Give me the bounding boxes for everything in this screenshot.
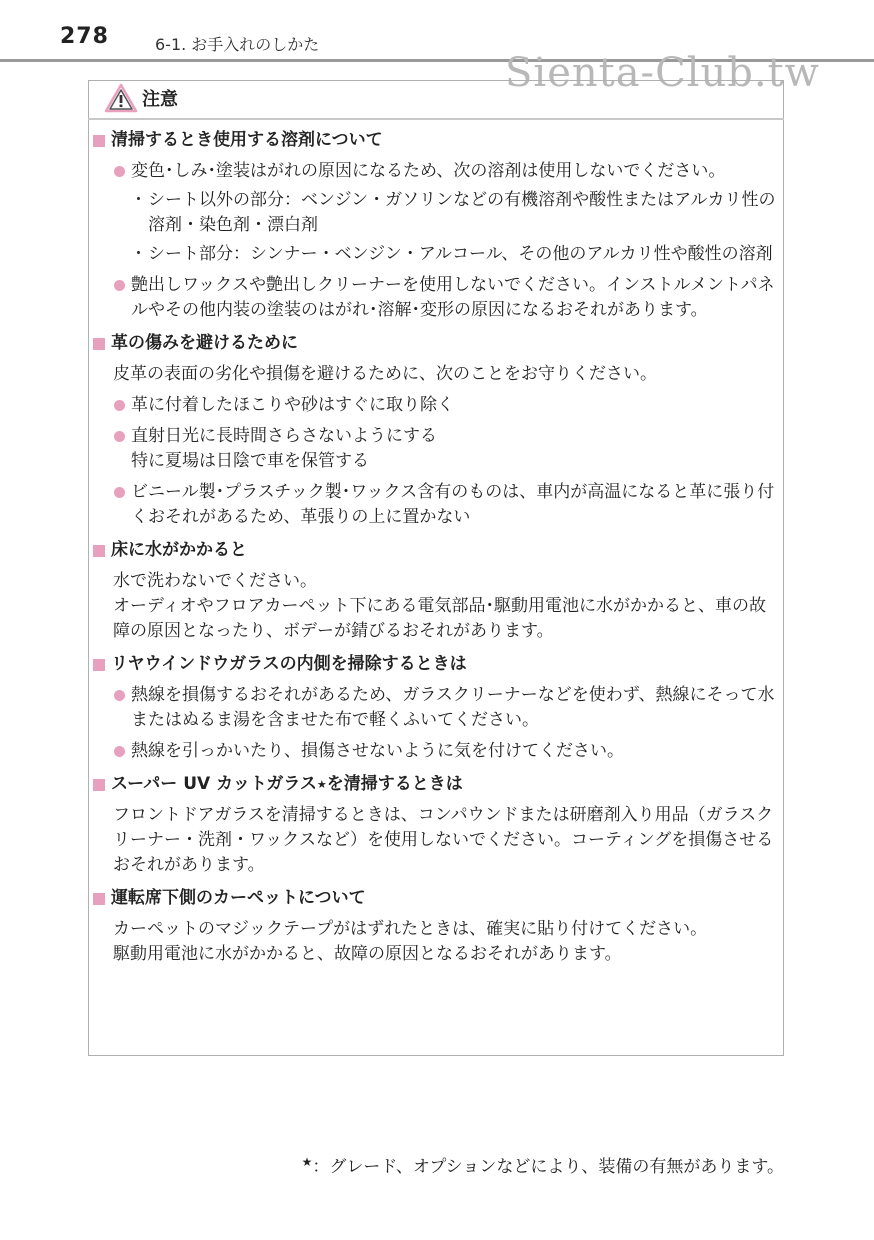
paragraph (93, 917, 778, 967)
list-item (93, 393, 778, 418)
heading-text: 清掃するとき使用する溶剤について (111, 130, 383, 150)
warning-triangle-icon (104, 83, 138, 113)
sub-list-item (93, 242, 778, 267)
list-item-text: 直射日光に長時間さらさないようにする (131, 426, 437, 446)
square-bullet-icon (93, 779, 105, 791)
page-number: 278 (60, 24, 109, 49)
heading-text: 床に水がかかると (111, 540, 247, 560)
bullet-dot-icon (114, 746, 125, 757)
section-heading (93, 652, 778, 677)
section-heading (93, 331, 778, 356)
section-driver-carpet (93, 886, 778, 967)
bullet-dot-icon (114, 690, 125, 701)
square-bullet-icon (93, 545, 105, 557)
paragraph (93, 569, 778, 644)
bullet-dot-icon (114, 487, 125, 498)
section-uv-glass (93, 772, 778, 878)
heading-text: スーパー UV カットガラス (111, 774, 317, 794)
bullet-dot-icon (114, 166, 125, 177)
bullet-dot-icon (114, 400, 125, 411)
star-mark: ★ (316, 778, 327, 791)
section-heading (93, 886, 778, 911)
bullet-dot-icon (114, 431, 125, 442)
section-heading (93, 128, 778, 153)
paragraph-line: オーディオやフロアカーペット下にある電気部品･駆動用電池に水がかかると、車の故障の原因となったり、ボデーが錆びるおそれがあります。 (113, 596, 766, 641)
list-item-text: 特に夏場は日陰で車を保管する (131, 451, 369, 471)
list-item-text: 艶出しワックスや艶出しクリーナーを使用しないでください。インストルメントパネルやその他内装の塗装のはがれ･溶解･変形の原因になるおそれがあります。 (131, 275, 775, 320)
heading-text: 革の傷みを避けるために (111, 333, 298, 353)
list-item-text: 熱線を損傷するおそれがあるため、ガラスクリーナーなどを使わず、熱線にそって水またはぬるま湯を含ませた布で軽くふいてください。 (131, 685, 775, 730)
list-item (93, 683, 778, 733)
caution-header (104, 83, 178, 113)
footnote-text: ：グレード、オプションなどにより、装備の有無があります。 (312, 1157, 784, 1177)
list-item (93, 739, 778, 764)
star-mark: ★ (301, 1155, 313, 1169)
list-item-text: 変色･しみ･塗装はがれの原因になるため、次の溶剤は使用しないでください。 (131, 161, 726, 181)
square-bullet-icon (93, 893, 105, 905)
sub-item-text: シート部分：シンナー・ベンジン・アルコール、その他のアルカリ性や酸性の溶剤 (148, 244, 773, 264)
square-bullet-icon (93, 338, 105, 350)
list-item (93, 273, 778, 323)
list-item-text: 熱線を引っかいたり、損傷させないように気を付けてください。 (131, 741, 624, 761)
square-bullet-icon (93, 659, 105, 671)
list-item (93, 159, 778, 184)
paragraph-line: 駆動用電池に水がかかると、故障の原因となるおそれがあります。 (113, 944, 622, 964)
sub-item-text: シート以外の部分：ベンジン・ガソリンなどの有機溶剤や酸性またはアルカリ性の溶剤・染色剤・漂白剤 (148, 190, 776, 235)
section-leather (93, 331, 778, 530)
heading-text: を清掃するときは (326, 774, 463, 794)
bullet-dot-icon (114, 280, 125, 291)
heading-text: リヤウインドウガラスの内側を掃除するときは (111, 654, 467, 674)
watermark: Sienta-Club.tw (505, 50, 820, 96)
paragraph: 皮革の表面の劣化や損傷を避けるために、次のことをお守りください。 (113, 364, 657, 384)
section-solvents (93, 128, 778, 323)
paragraph-line: カーペットのマジックテープがはずれたときは、確実に貼り付けてください。 (113, 919, 708, 939)
sub-list-item (93, 188, 778, 238)
square-bullet-icon (93, 135, 105, 147)
caution-content (93, 128, 778, 967)
section-floor-water (93, 538, 778, 644)
paragraph-line: 水で洗わないでください。 (113, 571, 317, 591)
section-title: 6-1. お手入れのしかた (155, 35, 320, 54)
section-heading (93, 538, 778, 563)
middle-dot-icon: ・ (130, 244, 147, 264)
list-item-text: 革に付着したほこりや砂はすぐに取り除く (131, 395, 454, 415)
heading-text: 運転席下側のカーペットについて (111, 888, 366, 908)
list-item (93, 424, 778, 474)
middle-dot-icon: ・ (130, 190, 147, 210)
footnote (302, 1152, 784, 1177)
caution-title: 注意 (142, 89, 178, 110)
paragraph: フロントドアガラスを清掃するときは、コンパウンドまたは研磨剤入り用品（ガラスクリーナー・洗剤・ワックスなど）を使用しないでください。コーティングを損傷させるおそれがあります。 (113, 805, 774, 875)
list-item (93, 480, 778, 530)
list-item-text: ビニール製･プラスチック製･ワックス含有のものは、車内が高温になると革に張り付くおそれがあるため、革張りの上に置かない (131, 482, 775, 527)
section-rear-window (93, 652, 778, 764)
section-heading (93, 772, 778, 797)
caution-divider (88, 118, 784, 120)
